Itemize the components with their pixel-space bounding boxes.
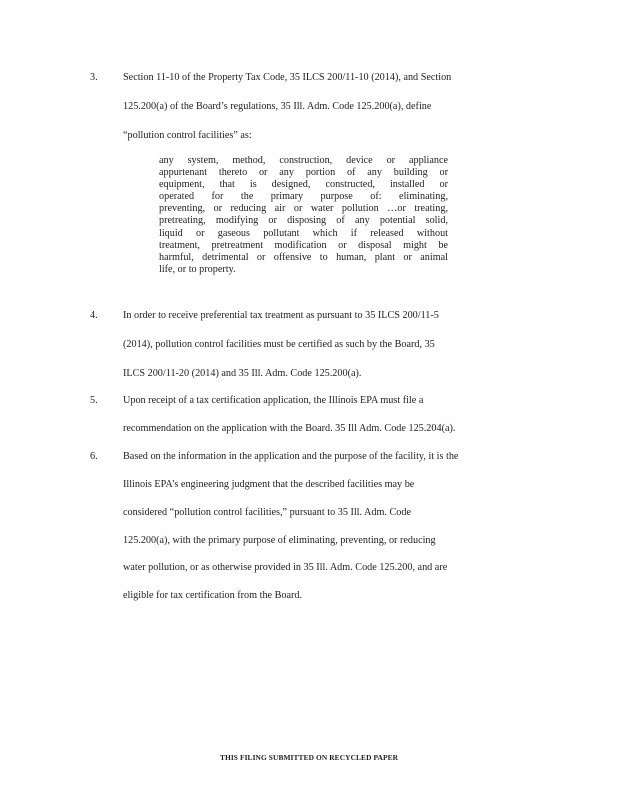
- quote-line: appurtenant thereto or any portion of any building or: [159, 167, 448, 179]
- paragraph-line: In order to receive preferential tax treatment as pursuant to 35 ILCS 200/11-5: [123, 310, 439, 321]
- quote-line: pretreating, modifying or disposing of any potential solid,: [159, 215, 448, 227]
- paragraph-line: (2014), pollution control facilities must be certified as such by the Board, 35: [123, 339, 435, 350]
- quote-line: any system, method, construction, device or appliance: [159, 155, 448, 166]
- quote-line: treatment, pretreatment modification or disposal might be: [159, 239, 448, 251]
- paragraph-line: considered “pollution control facilities,” pursuant to 35 Ill. Adm. Code: [123, 507, 412, 518]
- quote-line: harmful, detrimental or offensive to human, plant or animal: [159, 251, 448, 263]
- paragraph-line: 125.200(a), with the primary purpose of eliminating, preventing, or reducing: [123, 535, 436, 546]
- paragraph-line: Based on the information in the application and the purpose of the facility, it is the: [123, 451, 459, 462]
- paragraph-number: 5.: [90, 395, 98, 406]
- paragraph-line: Upon receipt of a tax certification application, the Illinois EPA must file a: [123, 395, 424, 406]
- paragraph-line: 125.200(a) of the Board’s regulations, 35 Ill. Adm. Code 125.200(a), define: [123, 101, 432, 112]
- paragraph-line: “pollution control facilities” as:: [123, 130, 252, 141]
- paragraph-line: water pollution, or as otherwise provided in 35 Ill. Adm. Code 125.200, and are: [123, 562, 448, 573]
- quote-line: life, or to property.: [159, 263, 236, 275]
- quote-line: operated for the primary purpose of: eliminating,: [159, 191, 448, 203]
- page-footer: THIS FILING SUBMITTED ON RECYCLED PAPER: [219, 753, 399, 762]
- quote-line: equipment, that is designed, constructed, installed or: [159, 179, 448, 191]
- paragraph-line: Illinois EPA’s engineering judgment that the described facilities may be: [123, 479, 415, 490]
- block-quote: [159, 155, 448, 276]
- paragraph-line: recommendation on the application with the Board. 35 Ill Adm. Code 125.204(a).: [123, 423, 456, 434]
- paragraph-number: 6.: [90, 451, 98, 462]
- paragraph-number: 3.: [90, 72, 98, 83]
- paragraph-line: Section 11-10 of the Property Tax Code, 35 ILCS 200/11-10 (2014), and Section: [123, 72, 452, 83]
- quote-line: preventing, or reducing air or water pollution …or treating,: [159, 203, 448, 215]
- quote-line: liquid or gaseous pollutant which if released without: [159, 227, 448, 239]
- paragraph-number: 4.: [90, 310, 98, 321]
- paragraph-line: eligible for tax certification from the Board.: [123, 590, 303, 601]
- paragraph-line: ILCS 200/11-20 (2014) and 35 Ill. Adm. Code 125.200(a).: [123, 368, 362, 379]
